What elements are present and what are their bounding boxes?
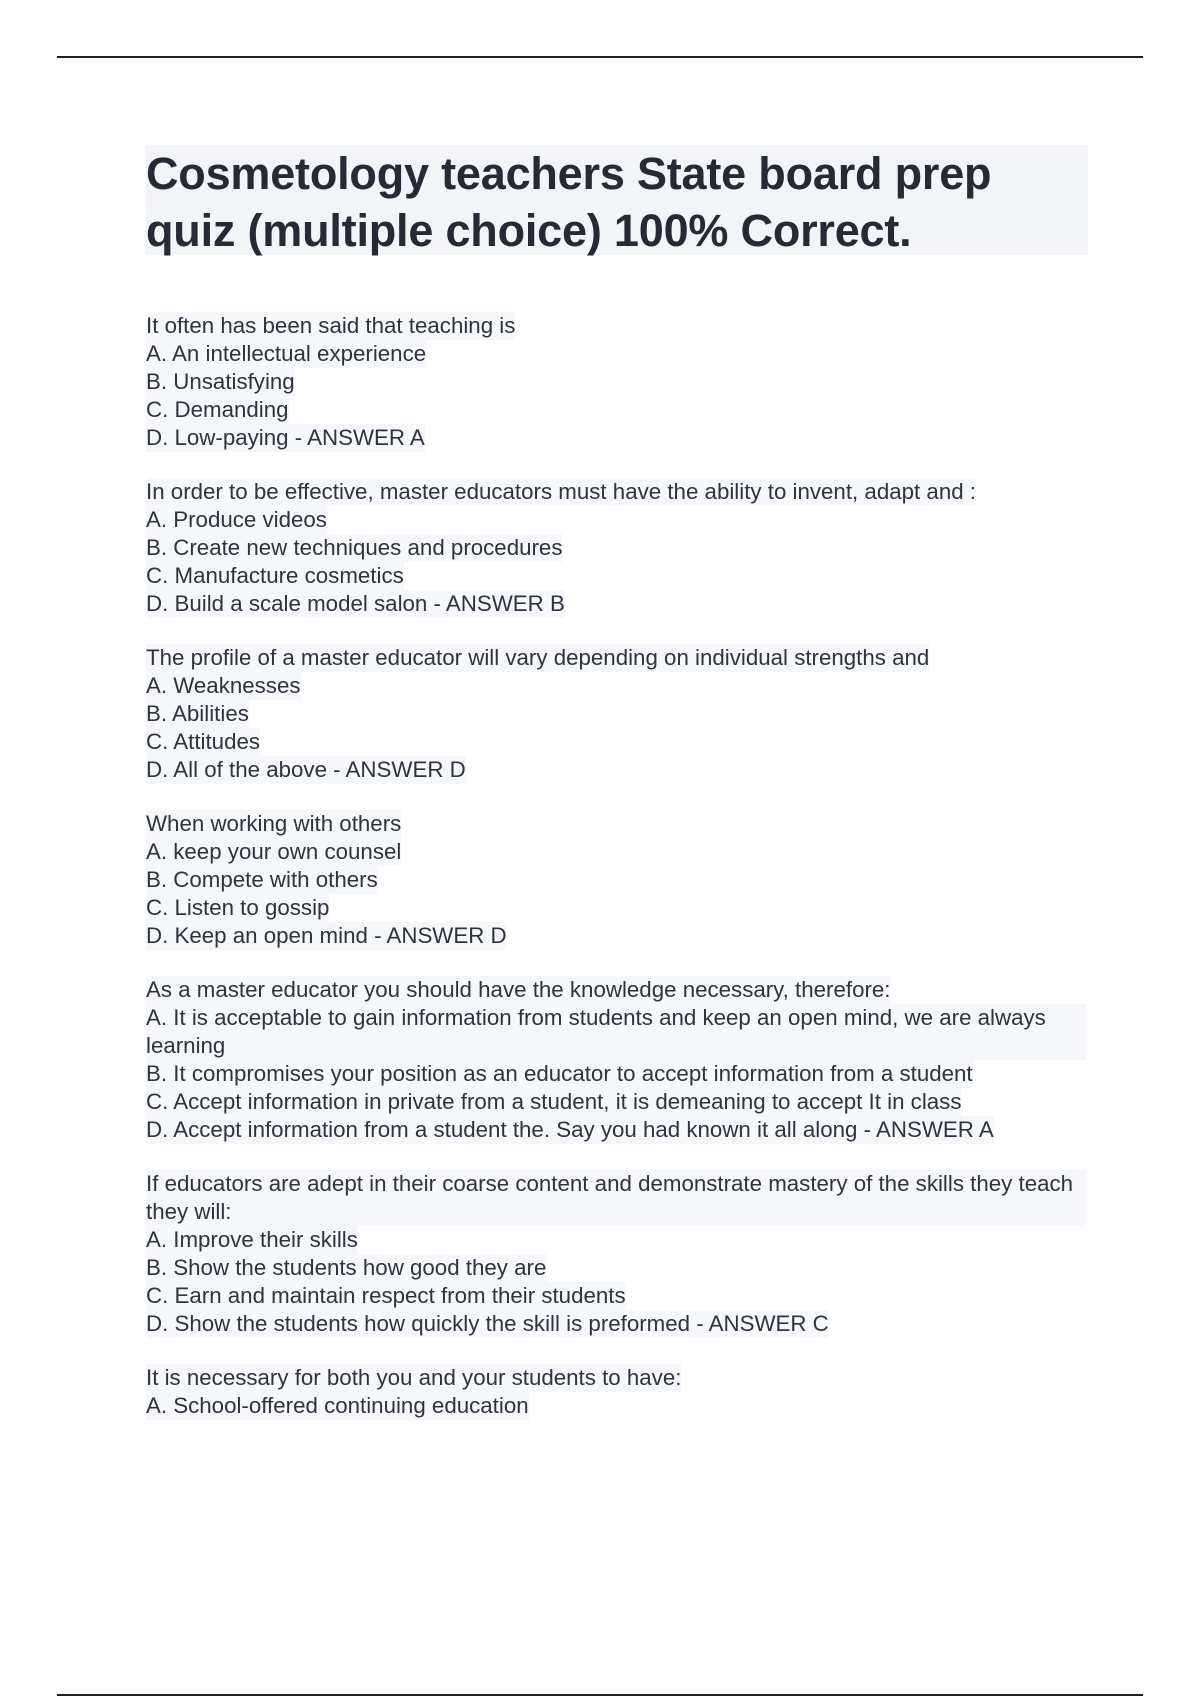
question-2 (146, 478, 1096, 618)
question-stem: When working with others (146, 811, 402, 836)
answer-option-b: B. It compromises your position as an educator to accept information from a student (146, 1061, 973, 1086)
answer-option-d: D. All of the above - ANSWER D (146, 757, 466, 782)
answer-option-b: B. Unsatisfying (146, 369, 295, 394)
answer-option-c: C. Manufacture cosmetics (146, 563, 404, 588)
question-6 (146, 1170, 1096, 1338)
question-stem: As a master educator you should have the knowledge necessary, therefore: (146, 977, 891, 1002)
answer-option-b: B. Compete with others (146, 867, 378, 892)
question-7 (146, 1364, 1096, 1420)
answer-option-d: D. Build a scale model salon - ANSWER B (146, 591, 565, 616)
answer-option-c: C. Attitudes (146, 729, 261, 754)
question-list (146, 312, 1096, 1446)
answer-option-b: B. Show the students how good they are (146, 1255, 547, 1280)
answer-option-d: D. Accept information from a student the. Say you had known it all along - ANSWER A (146, 1117, 994, 1142)
answer-option-a: A. keep your own counsel (146, 839, 402, 864)
answer-option-d: D. Keep an open mind - ANSWER D (146, 923, 507, 948)
answer-option-a: A. It is acceptable to gain information from students and keep an open mind, we are always learning (146, 1004, 1086, 1060)
answer-option-a: A. School-offered continuing education (146, 1393, 529, 1418)
answer-option-d: D. Show the students how quickly the skill is preformed - ANSWER C (146, 1311, 829, 1336)
question-4 (146, 810, 1096, 950)
question-stem: It often has been said that teaching is (146, 313, 516, 338)
answer-option-b: B. Abilities (146, 701, 249, 726)
question-stem: The profile of a master educator will vary depending on individual strengths and (146, 645, 930, 670)
question-5 (146, 976, 1096, 1144)
answer-option-c: C. Listen to gossip (146, 895, 330, 920)
question-stem: It is necessary for both you and your students to have: (146, 1365, 682, 1390)
question-stem: If educators are adept in their coarse content and demonstrate mastery of the skills they teach they will: (146, 1170, 1086, 1226)
answer-option-c: C. Accept information in private from a student, it is demeaning to accept It in class (146, 1089, 962, 1114)
answer-option-c: C. Demanding (146, 397, 289, 422)
question-3 (146, 644, 1096, 784)
question-stem: In order to be effective, master educators must have the ability to invent, adapt and : (146, 479, 977, 504)
answer-option-d: D. Low-paying - ANSWER A (146, 425, 425, 450)
answer-option-a: A. Weaknesses (146, 673, 301, 698)
top-rule (57, 56, 1143, 58)
answer-option-c: C. Earn and maintain respect from their students (146, 1283, 626, 1308)
bottom-rule (57, 1694, 1143, 1696)
answer-option-a: A. Produce videos (146, 507, 327, 532)
answer-option-a: A. An intellectual experience (146, 341, 427, 366)
question-1 (146, 312, 1096, 452)
answer-option-b: B. Create new techniques and procedures (146, 535, 563, 560)
document-title: Cosmetology teachers State board prep quiz (multiple choice) 100% Correct. (146, 148, 992, 256)
answer-option-a: A. Improve their skills (146, 1227, 358, 1252)
title-block (146, 145, 1088, 255)
